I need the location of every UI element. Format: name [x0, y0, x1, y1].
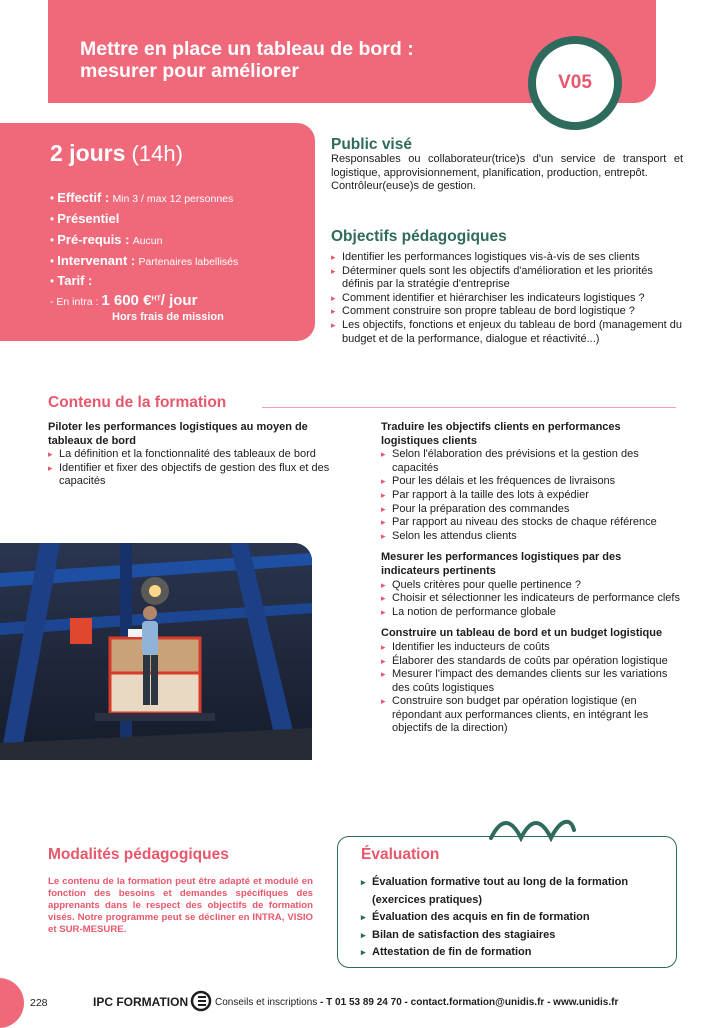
- public-title: Public visé: [331, 136, 412, 153]
- price-sup: HT: [151, 295, 161, 303]
- modalites-text: Le contenu de la formation peut être adapté et modulé en fonction des besoins et demandes spécifiques des apprenants dans le respect des objectifs de formation visés. Notre programme peut se décliner en INTRA, VISIO et SUR-MESURE.: [48, 876, 313, 935]
- list-item: ▸ Les objectifs, fonctions et enjeux du tableau de bord (management du budget et de la performance, dialogue et réactivité...): [331, 319, 683, 346]
- contact-details: - T 01 53 89 24 70 - contact.formation@unidis.fr - www.unidis.fr: [317, 997, 619, 1008]
- evaluation-list: [361, 874, 671, 962]
- list-item: ▸ Déterminer quels sont les objectifs d'amélioration et les priorités définis par la stratégie d'entreprise: [331, 265, 683, 292]
- modalites-title: Modalités pédagogiques: [48, 846, 229, 863]
- title-line-1: Mettre en place un tableau de bord :: [80, 38, 414, 60]
- price-suffix: / jour: [160, 292, 198, 309]
- prerequis-label: Pré-requis :: [57, 232, 130, 247]
- effectif-label: Effectif :: [57, 190, 110, 205]
- evaluation-title: Évaluation: [361, 846, 440, 863]
- price-value: 1 600 €: [101, 292, 152, 309]
- page-title: [80, 38, 550, 82]
- block-title: Traduire les objectifs clients en performances logistiques clients: [381, 421, 621, 447]
- list-item: ▸ Comment construire son propre tableau de bord logistique ?: [331, 305, 683, 319]
- price: [50, 292, 197, 309]
- public-text-1: Responsables ou collaborateur(trice)s d'un service de transport et logistique, approvisionnement, planification, production, entrepôt.: [331, 153, 683, 179]
- contenu-block: [381, 421, 681, 543]
- footer-contact: [215, 997, 618, 1008]
- footer-brand: IPC FORMATION: [93, 995, 189, 1009]
- list-item: ▸ Comment identifier et hiérarchiser les indicateurs logistiques ?: [331, 292, 683, 306]
- objectifs-title: Objectifs pédagogiques: [331, 228, 507, 245]
- block-title: Piloter les performances logistiques au moyen de tableaux de bord: [48, 421, 308, 447]
- list-item: ▸ La définition et la fonctionnalité des tableaux de bord: [48, 448, 348, 462]
- footer-circle: [0, 978, 24, 1028]
- contact-label: Conseils et inscriptions: [215, 997, 318, 1008]
- contenu-title: Contenu de la formation: [48, 394, 227, 411]
- intervenant-line: • Intervenant : Partenaires labellisés: [50, 253, 239, 268]
- list-item: ▸ Élaborer des standards de coûts par opération logistique: [381, 655, 681, 669]
- list-item: ▸ Selon les attendus clients: [381, 530, 681, 544]
- list-item: ▸ Bilan de satisfaction des stagiaires: [361, 927, 671, 945]
- list-item: ▸ La notion de performance globale: [381, 606, 681, 620]
- duration: [50, 140, 183, 167]
- list-item: ▸ Construire son budget par opération logistique (en répondant aux performances clients, en intégrant les objectifs de la direction): [381, 695, 681, 736]
- intervenant-value: Partenaires labellisés: [138, 256, 239, 268]
- list-item: ▸ Identifier les performances logistiques vis-à-vis de ses clients: [331, 251, 683, 265]
- objectifs-list: [331, 251, 683, 346]
- list-item: ▸ Évaluation des acquis en fin de formation: [361, 909, 671, 927]
- public-text: [331, 153, 683, 194]
- contenu-column-left: [48, 421, 348, 497]
- presentiel-label: Présentiel: [57, 211, 120, 226]
- list-item: ▸ Pour les délais et les fréquences de livraisons: [381, 475, 681, 489]
- list-item: ▸ Choisir et sélectionner les indicateurs de performance clefs: [381, 592, 681, 606]
- course-code-badge: [528, 36, 622, 130]
- duration-hours: (14h): [131, 141, 183, 166]
- contenu-column-right: [381, 421, 681, 744]
- tarif-label: Tarif :: [57, 273, 93, 288]
- title-line-2: mesurer pour améliorer: [80, 60, 299, 82]
- prerequis-line: • Pré-requis : Aucun: [50, 232, 163, 247]
- photo-warehouse-image: [0, 543, 312, 760]
- ipc-logo-icon: [190, 990, 212, 1012]
- list-item: ▸ Par rapport à la taille des lots à expédier: [381, 489, 681, 503]
- price-prefix: - En intra :: [50, 296, 99, 308]
- block-title: Construire un tableau de bord et un budget logistique: [381, 627, 663, 640]
- duration-days: 2 jours: [50, 140, 126, 166]
- contenu-block: [381, 627, 681, 736]
- contenu-block: [381, 551, 681, 619]
- presentiel-line: • Présentiel: [50, 211, 120, 226]
- list-item: ▸ Pour la préparation des commandes: [381, 503, 681, 517]
- list-item: ▸ Par rapport au niveau des stocks de chaque référence: [381, 516, 681, 530]
- list-item: ▸ Mesurer l'impact des demandes clients sur les variations des coûts logistiques: [381, 668, 681, 695]
- price-note: Hors frais de mission: [112, 311, 224, 323]
- list-item: ▸ Attestation de fin de formation: [361, 944, 671, 962]
- course-code: V05: [558, 72, 592, 93]
- divider: [262, 407, 676, 408]
- list-item: ▸ Quels critères pour quelle pertinence ?: [381, 579, 681, 593]
- prerequis-value: Aucun: [132, 235, 163, 247]
- block-title: Mesurer les performances logistiques par des indicateurs pertinents: [381, 551, 622, 577]
- effectif-line: • Effectif : Min 3 / max 12 personnes: [50, 190, 234, 205]
- list-item: ▸ Évaluation formative tout au long de la formation (exercices pratiques): [361, 874, 671, 909]
- effectif-value: Min 3 / max 12 personnes: [112, 193, 234, 205]
- list-item: ▸ Selon l'élaboration des prévisions et la gestion des capacités: [381, 448, 681, 475]
- intervenant-label: Intervenant :: [57, 253, 136, 268]
- wave-decoration: [486, 818, 576, 842]
- list-item: ▸ Identifier et fixer des objectifs de gestion des flux et des capacités: [48, 462, 348, 489]
- warehouse-illustration: [0, 543, 312, 760]
- list-item: ▸ Identifier les inducteurs de coûts: [381, 641, 681, 655]
- public-text-2: Contrôleur(euse)s de gestion.: [331, 180, 476, 193]
- contenu-block: [48, 421, 348, 489]
- tarif-line: • Tarif :: [50, 273, 93, 288]
- page-number: 228: [30, 997, 48, 1009]
